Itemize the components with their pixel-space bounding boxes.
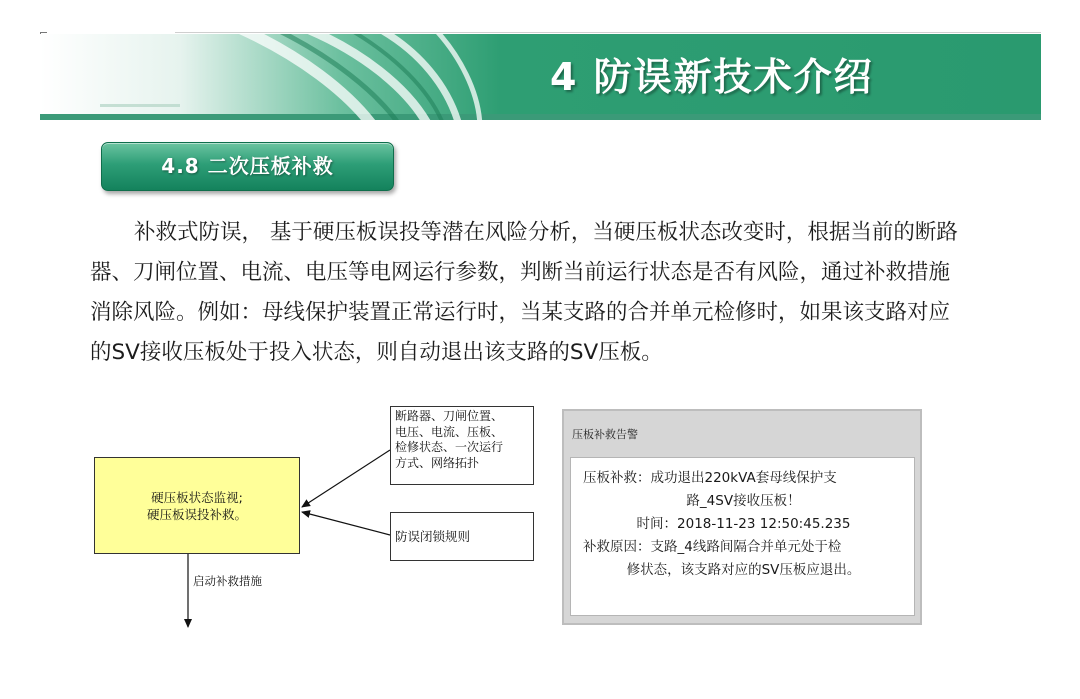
title-banner [40, 34, 1041, 120]
slide-title: 4 防误新技术介绍 [550, 55, 874, 99]
monitor-box [94, 457, 300, 554]
arrow-rule-to-monitor [302, 512, 390, 535]
alarm-window-title: 压板补救告警 [572, 428, 638, 441]
alarm-line-reason: 补救原因：支路_4线路间隔合并单元处于检 [583, 539, 842, 555]
section-heading-tab: 4.8 二次压板补救 [101, 142, 394, 191]
inputs-box-line1: 断路器、刀闸位置、 [395, 409, 504, 423]
alarm-line-reason-cont: 修状态，该支路对应的SV压板应退出。 [626, 562, 861, 578]
alarm-line-result-cont: 路_4SV接收压板！ [686, 493, 801, 509]
body-paragraph: 补救式防误， 基于硬压板误投等潜在风险分析，当硬压板状态改变时，根据当前的断路器、刀闸位置、电流、电压等电网运行参数，判断当前运行状态是否有风险，通过补救措施消除风险。例如：母线保护装置正常运行时，当某支路的合并单元检修时，如果该支路对应的SV接收压板处于投入状态，则自动退出该支路的SV压板。 [90, 220, 958, 365]
inputs-box-line2: 电压、电流、压板、 [395, 424, 504, 439]
inputs-box-line4: 方式、网络拓扑 [395, 455, 480, 470]
monitor-box-line2: 硬压板误投补救。 [146, 506, 247, 522]
alarm-line-result: 压板补救：成功退出220kVA套母线保护支 [583, 470, 837, 486]
alarm-window [562, 409, 922, 625]
interlock-rule-box: 防误闭锁规则 [390, 512, 534, 561]
alarm-message-box [570, 457, 915, 616]
inputs-box-line3: 检修状态、一次运行 [395, 440, 504, 454]
arrow-inputs-to-monitor [302, 450, 390, 507]
monitor-box-line1: 硬压板状态监视; [151, 489, 243, 505]
alarm-line-time: 时间：2018-11-23 12:50:45.235 [636, 516, 851, 532]
remedy-arrow-label: 启动补救措施 [193, 574, 262, 588]
banner-graphic [40, 34, 1041, 120]
inputs-box [390, 406, 534, 485]
top-rule [175, 32, 1041, 33]
